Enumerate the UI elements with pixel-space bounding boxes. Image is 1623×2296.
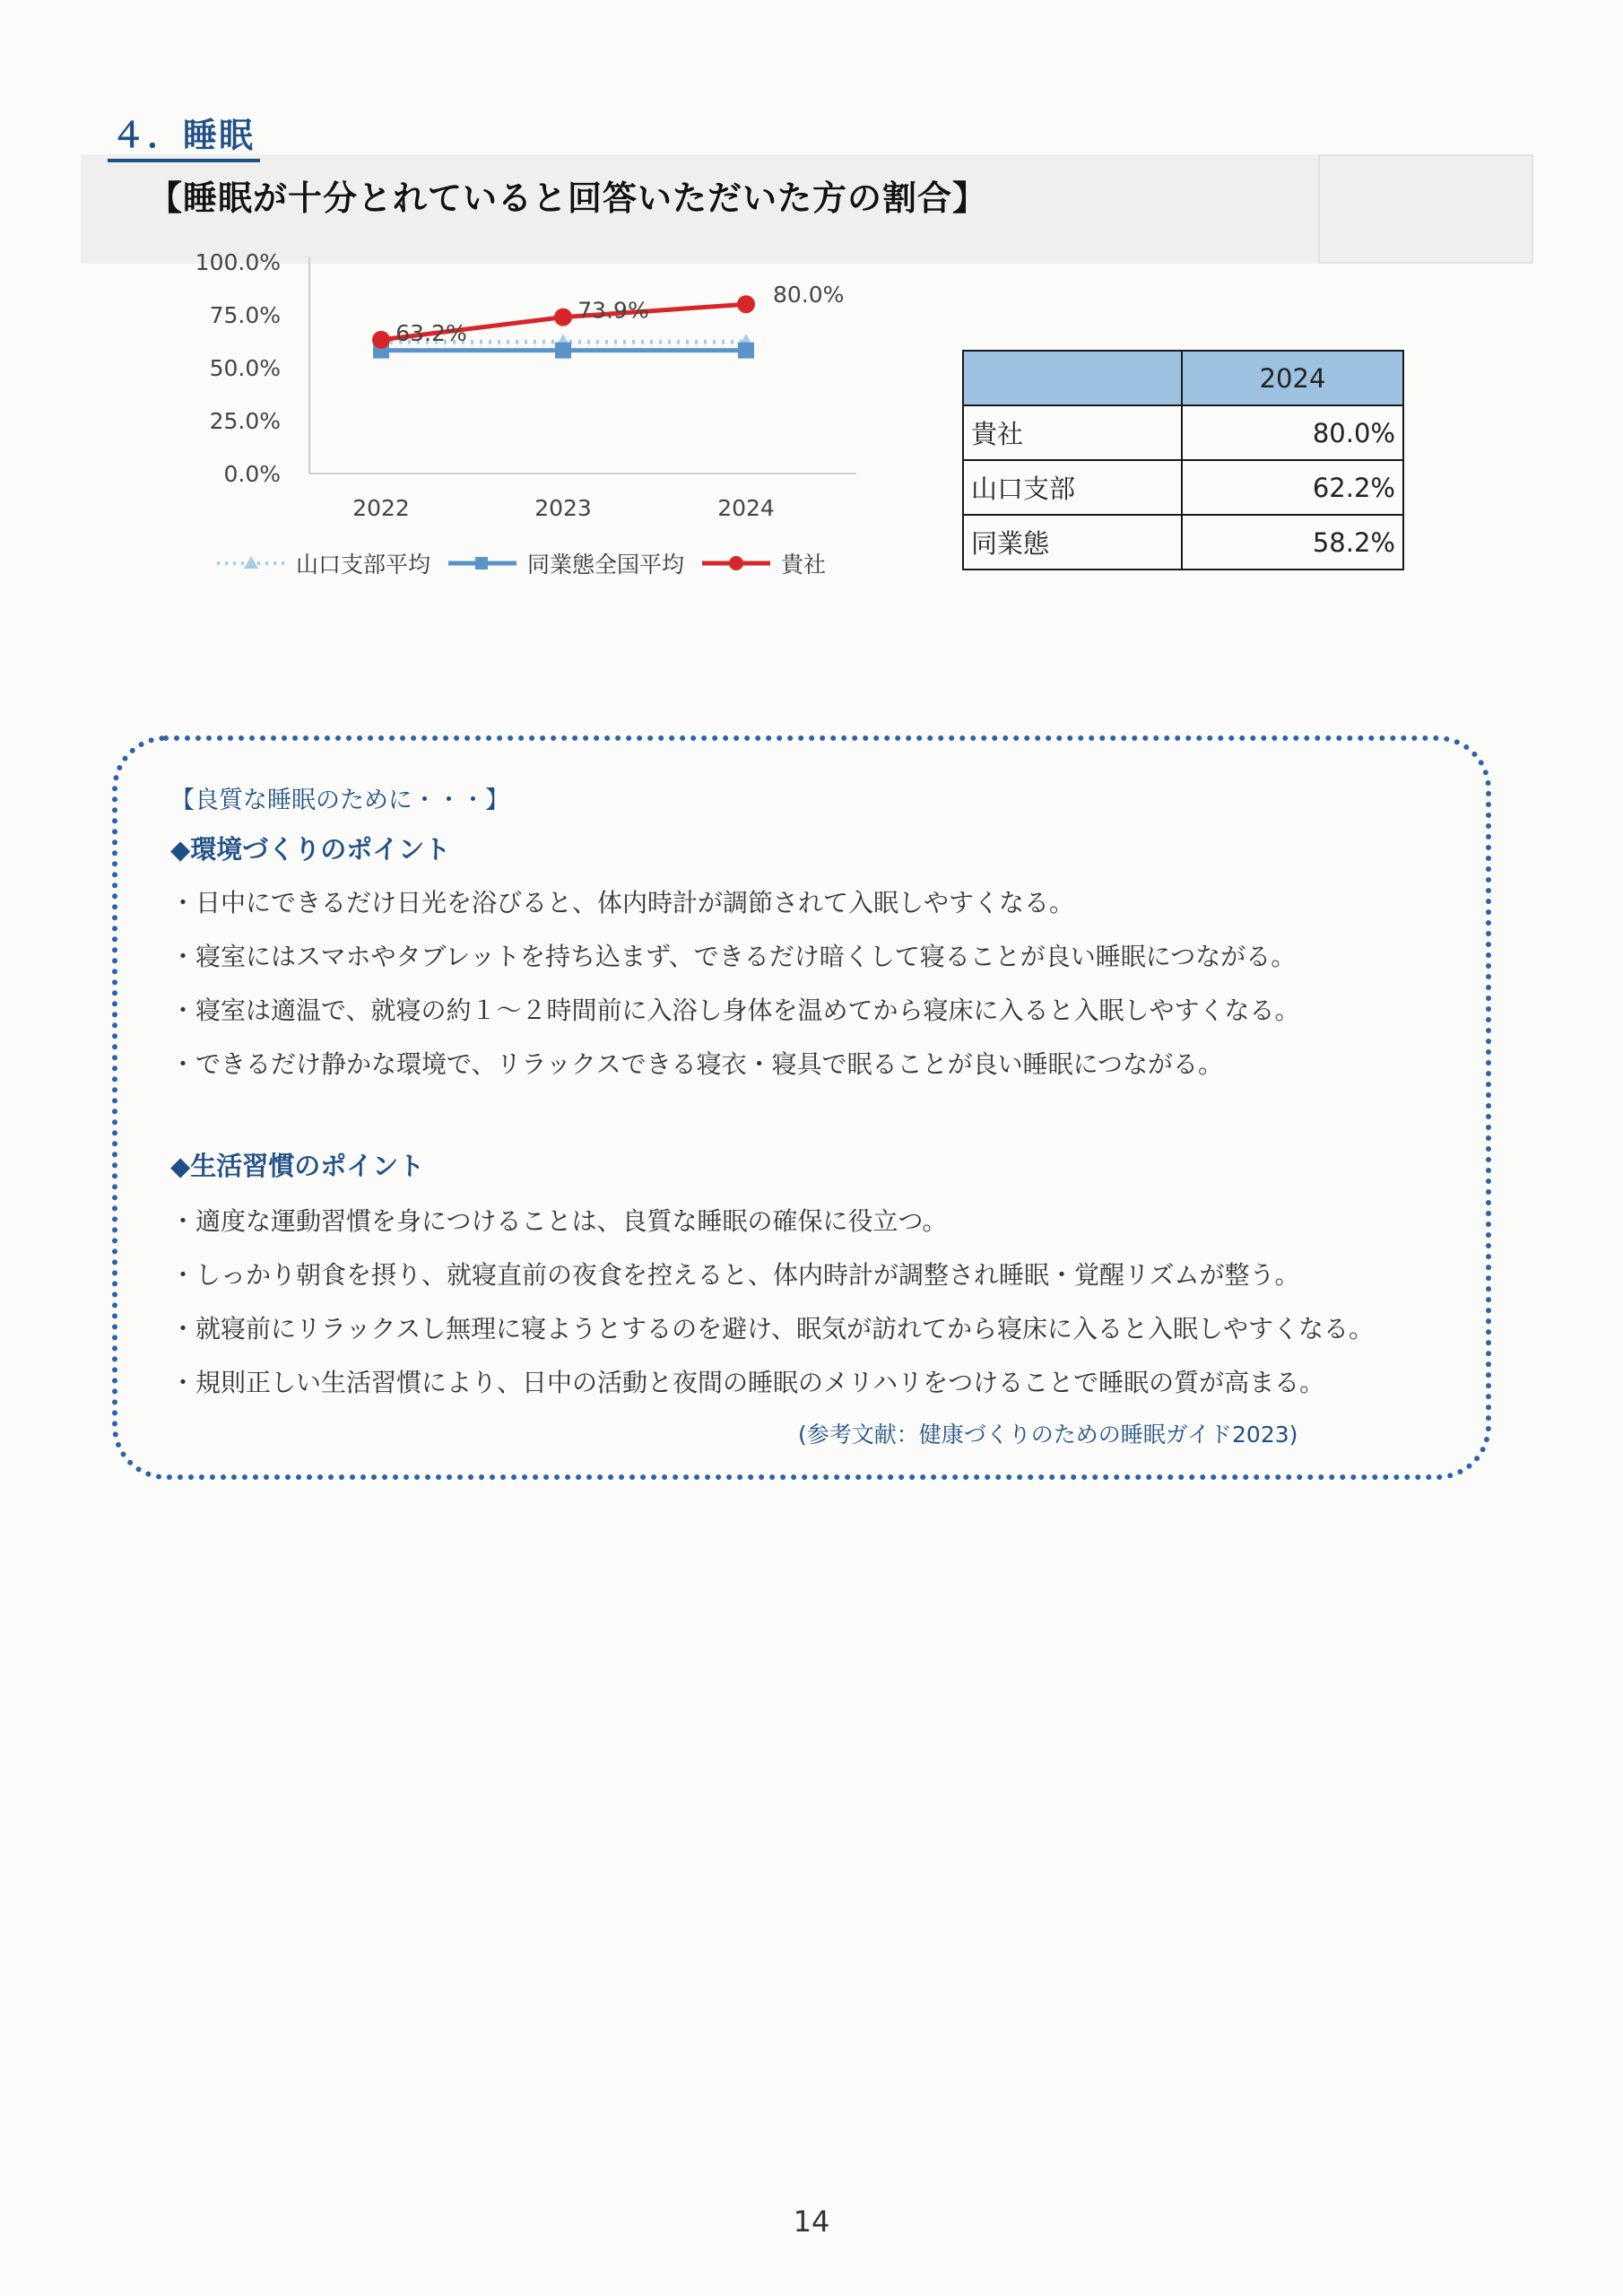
table-row-label: 貴社 xyxy=(963,405,1182,460)
lifestyle-item: ・適度な運動習慣を身につけることは、良質な睡眠の確保に役立つ。 xyxy=(170,1206,948,1236)
legend-label-industry: 同業態全国平均 xyxy=(527,552,685,578)
section-heading: ４．睡眠 xyxy=(108,108,260,162)
environment-item: ・寝室にはスマホやタブレットを持ち込まず、できるだけ暗くして寝ることが良い睡眠につながる。 xyxy=(170,942,1297,971)
legend-label-yamaguchi: 山口支部平均 xyxy=(296,552,431,578)
table-row-value: 80.0% xyxy=(1182,405,1403,460)
data-label: 73.9% xyxy=(577,297,649,324)
table-row xyxy=(963,460,1403,515)
chart-labels xyxy=(395,282,844,346)
data-point xyxy=(737,295,755,313)
data-point xyxy=(554,309,572,326)
lifestyle-item: ・規則正しい生活習慣により、日中の活動と夜間の睡眠のメリハリをつけることで睡眠の質が高まる。 xyxy=(170,1368,1325,1397)
chart-title: 【睡眠が十分とれていると回答いただいた方の割合】 xyxy=(148,178,988,218)
chart-axes xyxy=(195,249,856,520)
table-header-year: 2024 xyxy=(1182,351,1403,405)
lifestyle-heading: ◆生活習慣のポイント xyxy=(170,1151,425,1181)
table-row-value: 62.2% xyxy=(1182,460,1403,515)
legend-label-company: 貴社 xyxy=(781,552,827,578)
data-label: 80.0% xyxy=(773,282,845,309)
legend-item-industry xyxy=(447,547,684,579)
tips-intro: 【良質な睡眠のために・・・】 xyxy=(170,787,509,814)
x-tick-label: 2024 xyxy=(717,495,775,520)
lifestyle-item: ・就寝前にリラックスし無理に寝ようとするのを避け、眠気が訪れてから寝床に入ると入眠しやすくなる。 xyxy=(170,1314,1375,1344)
page-number: 14 xyxy=(793,2205,830,2239)
data-point xyxy=(738,343,754,359)
x-tick-label: 2022 xyxy=(352,495,410,520)
summary-table xyxy=(962,350,1404,570)
table-row xyxy=(963,515,1403,570)
legend-item-yamaguchi xyxy=(215,547,430,579)
data-point xyxy=(555,343,571,359)
table-row-value: 58.2% xyxy=(1182,515,1403,570)
lifestyle-item: ・しっかり朝食を摂り、就寝直前の夜食を控えると、体内時計が調整され睡眠・覚醒リズムが整う。 xyxy=(170,1260,1300,1290)
legend-swatch-dotted-triangle xyxy=(215,554,287,572)
chart-legend xyxy=(215,547,826,579)
legend-swatch-solid-square xyxy=(447,554,518,572)
table-header-empty xyxy=(963,351,1182,405)
table-header-row xyxy=(963,351,1403,405)
table-row-label: 同業態 xyxy=(963,515,1182,570)
data-point xyxy=(372,331,390,349)
line-chart xyxy=(161,242,906,520)
environment-heading: ◆環境づくりのポイント xyxy=(170,834,451,865)
environment-item: ・寝室は適温で、就寝の約１～２時間前に入浴し身体を温めてから寝床に入ると入眠しやすくなる。 xyxy=(170,996,1300,1025)
environment-item: ・日中にできるだけ日光を浴びると、体内時計が調節されて入眠しやすくなる。 xyxy=(170,888,1075,918)
reference-note: (参考文献：健康づくりのための睡眠ガイド2023) xyxy=(798,1422,1298,1448)
background-box xyxy=(1318,154,1533,264)
table-row xyxy=(963,405,1403,460)
y-tick-label: 75.0% xyxy=(209,302,281,328)
y-tick-label: 50.0% xyxy=(209,355,281,381)
y-tick-label: 0.0% xyxy=(223,461,281,487)
x-tick-label: 2023 xyxy=(534,495,592,520)
environment-item: ・できるだけ静かな環境で、リラックスできる寝衣・寝具で眠ることが良い睡眠につながる。 xyxy=(170,1049,1224,1079)
table-row-label: 山口支部 xyxy=(963,460,1182,515)
legend-item-company xyxy=(700,547,826,579)
y-tick-label: 100.0% xyxy=(195,249,281,275)
y-tick-label: 25.0% xyxy=(209,408,281,434)
data-label: 63.2% xyxy=(395,319,467,346)
legend-swatch-solid-circle xyxy=(700,554,772,572)
